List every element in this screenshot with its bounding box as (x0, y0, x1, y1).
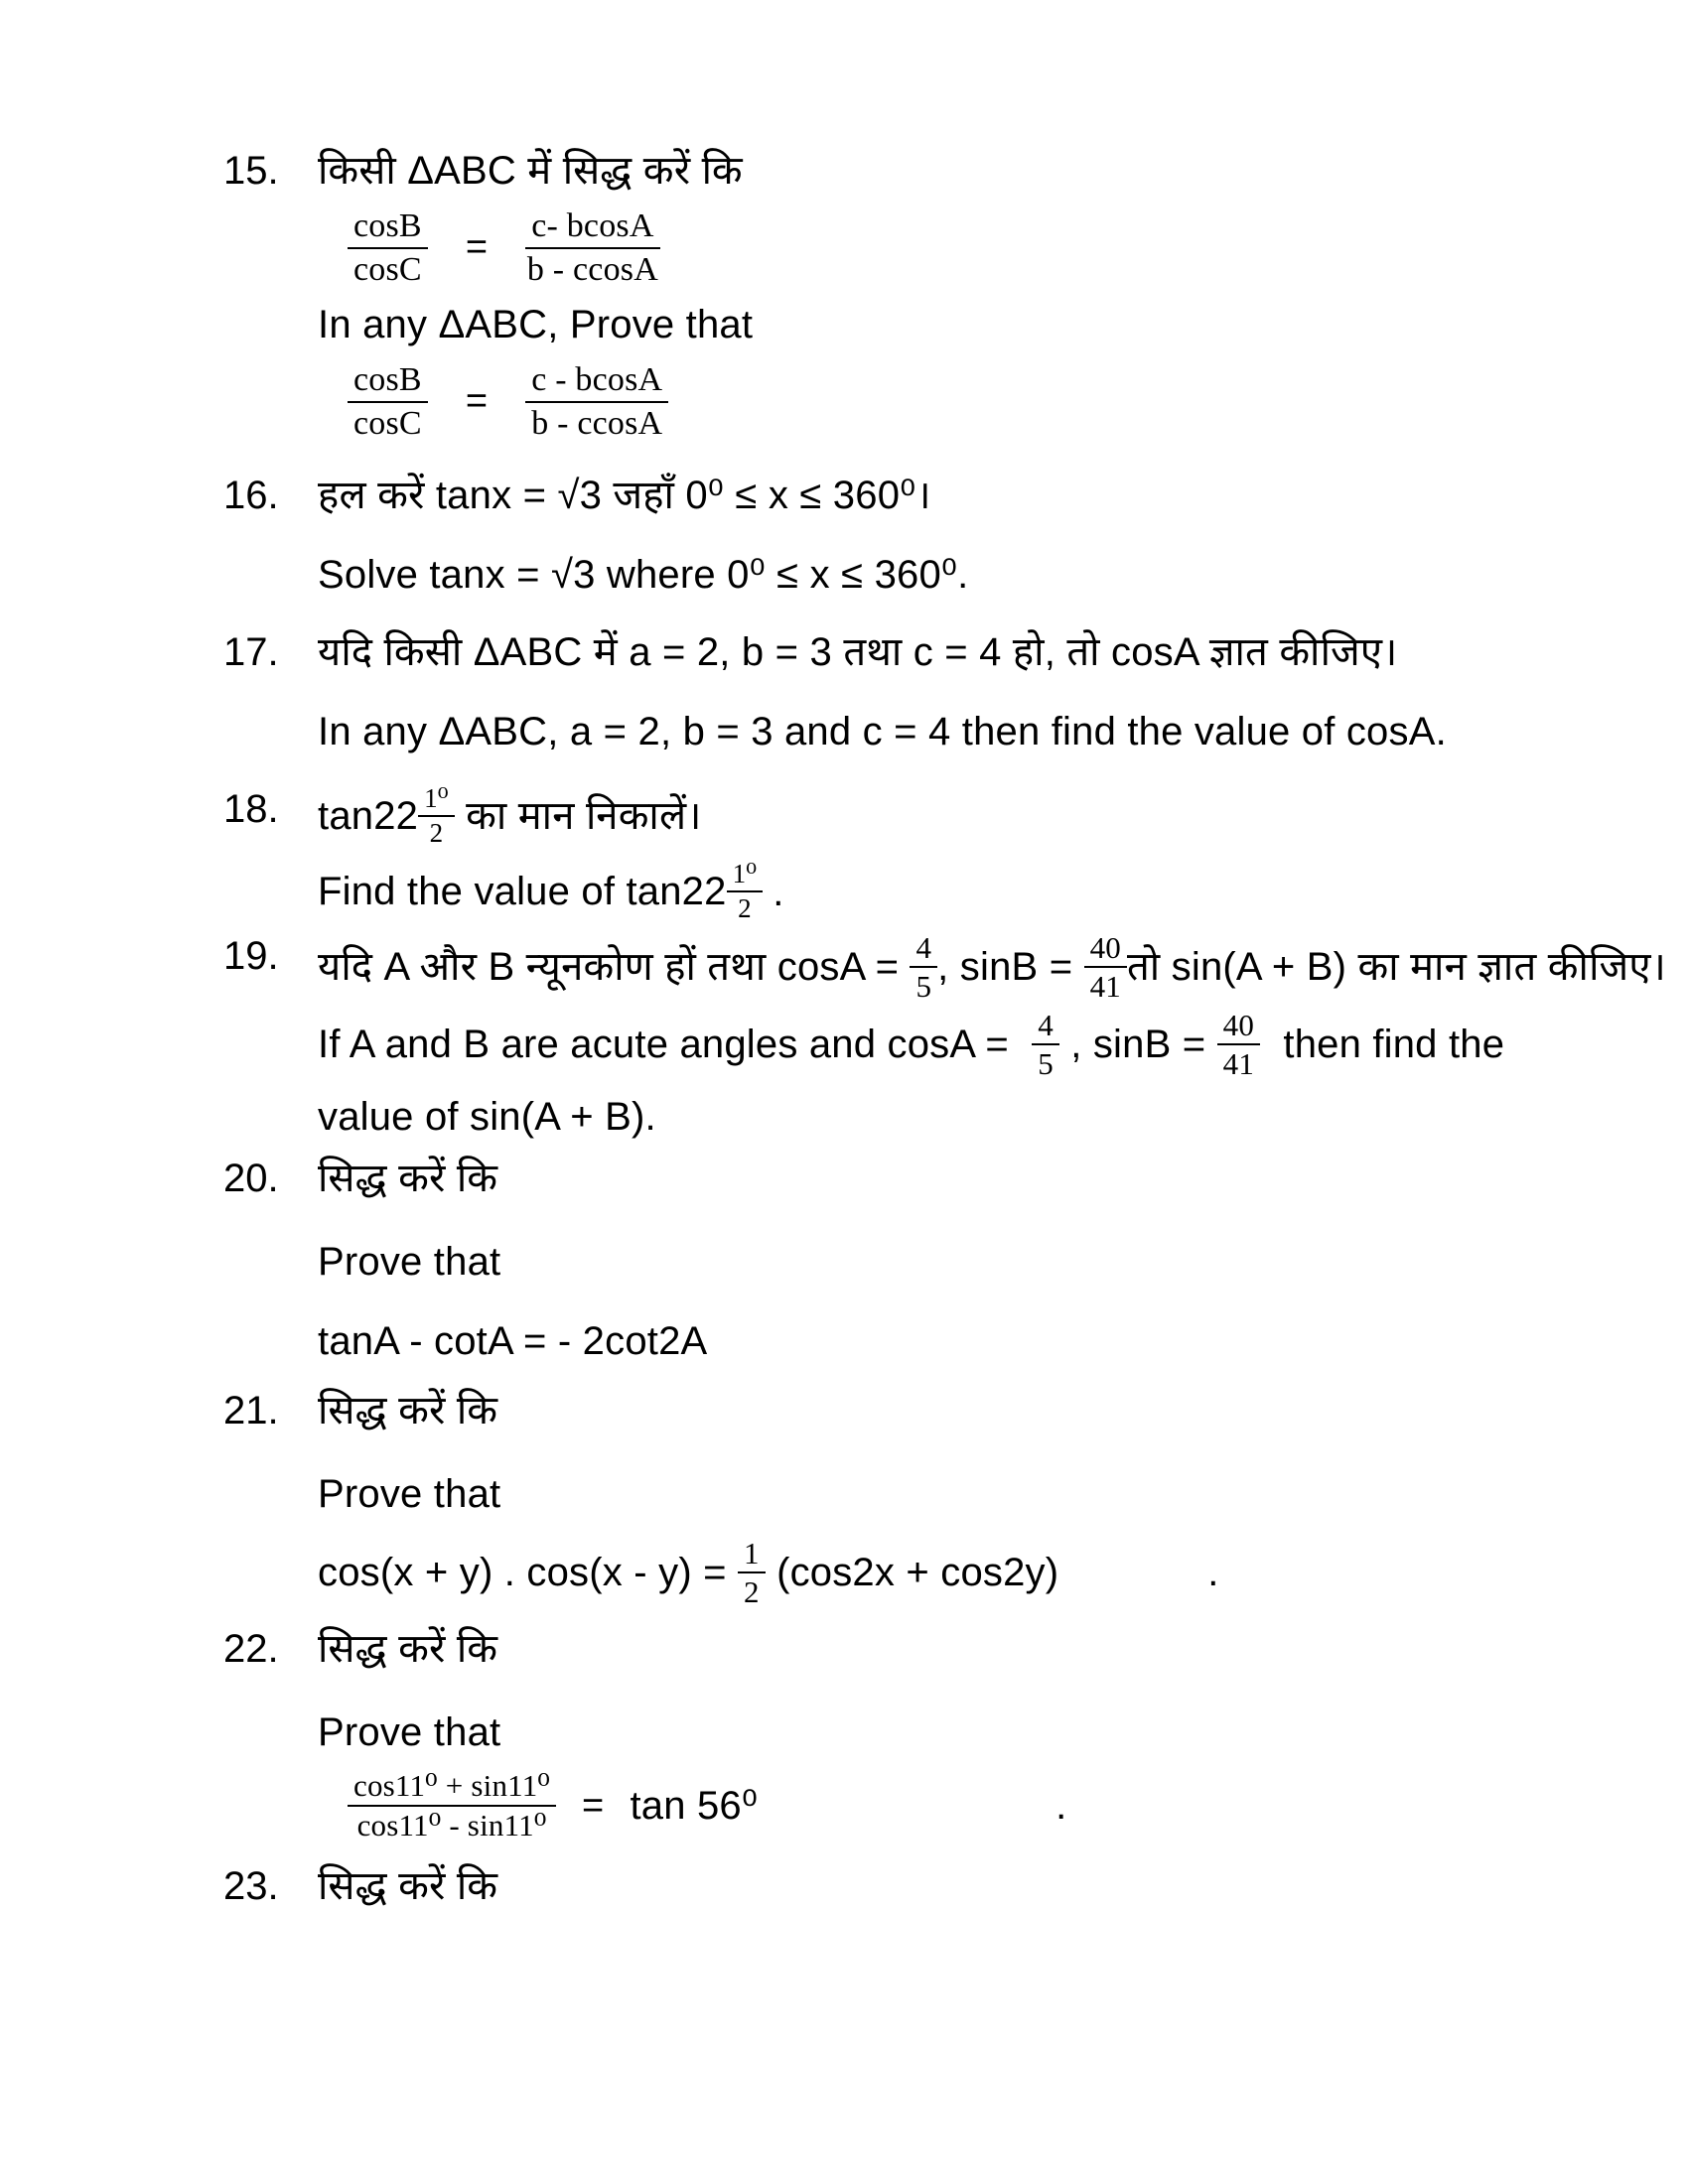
fraction-40-41 (1084, 929, 1127, 1004)
question-15-formula-hindi (348, 208, 1628, 287)
question-16-english-text: Solve tanx = √3 where 0⁰ ≤ x ≤ 360⁰. (318, 552, 969, 597)
fraction-numerator: 1⁰ (727, 861, 764, 892)
fraction-4-5 (1032, 1007, 1059, 1081)
question-17-number: 17. (223, 629, 279, 674)
hindi-part1-text: यदि A और B न्यूनकोण हों तथा cosA = (318, 944, 911, 989)
formula-suffix-text: (cos2x + cos2y) (765, 1550, 1059, 1594)
question-16-content (318, 472, 1628, 599)
fraction-cosB-cosC (348, 362, 428, 441)
formula-rhs-text: tan 56⁰ (630, 1784, 759, 1829)
fraction-denominator: 5 (1038, 1045, 1054, 1081)
trailing-period: . (1055, 1784, 1067, 1829)
equals-sign: = (465, 380, 489, 423)
fraction-numerator: 4 (1032, 1010, 1059, 1045)
question-23-number: 23. (223, 1863, 279, 1908)
fraction-denominator: 5 (915, 968, 932, 1004)
english-part1-text: If A and B are acute angles and cosA = (318, 1022, 1021, 1066)
question-18-number: 18. (223, 786, 279, 831)
question-15-formula-english (348, 362, 1628, 441)
fraction-denominator: b - ccosA (526, 250, 658, 288)
question-19-hindi-line (318, 929, 1666, 1004)
question-21-hindi-text: सिद्ध करें कि (318, 1388, 498, 1433)
question-19-english-line1 (318, 1007, 1628, 1081)
question-18-content (318, 782, 1628, 923)
question-18-english-line (318, 858, 1628, 923)
question-17-hindi-text: यदि किसी ΔABC में a = 2, b = 3 तथा c = 4 हो, तो cosA ज्ञात कीजिए। (318, 629, 1398, 674)
question-23-hindi-text: सिद्ध करें कि (318, 1863, 498, 1908)
fraction-denominator: 2 (744, 1573, 760, 1609)
question-20-formula: tanA - cotA = - 2cot2A (318, 1318, 708, 1363)
question-22-english-text: Prove that (318, 1709, 501, 1754)
formula-prefix-text: cos(x + y) . cos(x - y) = (318, 1550, 739, 1594)
fraction-denominator: 2 (738, 892, 752, 923)
question-16-hindi-text: हल करें tanx = √3 जहाँ 0⁰ ≤ x ≤ 360⁰। (318, 473, 931, 517)
fraction-1-2 (738, 1535, 766, 1609)
question-17 (223, 628, 1628, 755)
fraction-denominator: cos11⁰ - sin11⁰ (356, 1808, 547, 1843)
fraction-cos11-sin11 (348, 1767, 556, 1843)
fraction-numerator: 40 (1217, 1010, 1260, 1045)
fraction-numerator: cos11⁰ + sin11⁰ (348, 1770, 556, 1808)
fraction-cosB-cosC (348, 208, 428, 287)
question-17-english-text: In any ΔABC, a = 2, b = 3 and c = 4 then find the value of cosA. (318, 709, 1447, 753)
question-15-hindi-text: किसी ΔABC में सिद्ध करें कि (318, 149, 743, 193)
question-16-number: 16. (223, 473, 279, 517)
question-19-content (318, 929, 1666, 1141)
question-16 (223, 472, 1628, 599)
fraction-40-41 (1217, 1007, 1260, 1081)
fraction-denominator: 41 (1222, 1045, 1255, 1081)
fraction-numerator: 1⁰ (418, 785, 455, 817)
fraction-numerator: 40 (1084, 932, 1127, 968)
english-part3-text: then find the (1272, 1022, 1505, 1066)
question-23-content (318, 1862, 1628, 1910)
fraction-denominator: cosC (353, 250, 422, 288)
question-21-content (318, 1387, 1628, 1607)
fraction-numerator: cosB (348, 362, 428, 403)
fraction-numerator: c - bcosA (525, 362, 668, 403)
question-22-formula (348, 1767, 1628, 1843)
equals-sign: = (465, 225, 489, 268)
question-15-number: 15. (223, 149, 279, 193)
question-19 (223, 929, 1666, 1141)
fraction-denominator: cosC (353, 405, 422, 443)
fraction-denominator: b - ccosA (531, 405, 663, 443)
fraction-numerator: 4 (910, 932, 937, 968)
question-18-hindi-line (318, 782, 1628, 848)
english-part2-text: , sinB = (1058, 1022, 1217, 1066)
question-20-hindi-text: सिद्ध करें कि (318, 1156, 498, 1200)
question-21-english-text: Prove that (318, 1471, 501, 1516)
equals-sign: = (582, 1784, 605, 1827)
fraction-numerator: 1 (738, 1538, 766, 1573)
question-22-number: 22. (223, 1626, 279, 1671)
question-20-content (318, 1155, 1628, 1365)
question-19-number: 19. (223, 933, 279, 978)
hindi-part2-text: , sinB = (937, 944, 1084, 989)
question-22-content (318, 1625, 1628, 1843)
english-prefix-text: Find the value of tan22 (318, 869, 727, 913)
question-20-english-text: Prove that (318, 1239, 501, 1284)
fraction-rhs (525, 208, 659, 287)
question-21 (223, 1387, 1628, 1607)
question-19-english-line2: value of sin(A + B). (318, 1094, 656, 1139)
question-22 (223, 1625, 1628, 1843)
question-23 (223, 1862, 1628, 1910)
fraction-half-degree (418, 782, 455, 848)
hindi-suffix-text: का मान निकालें। (454, 793, 702, 838)
question-15-english-text: In any ΔABC, Prove that (318, 303, 754, 347)
question-20-number: 20. (223, 1156, 279, 1200)
hindi-prefix-text: tan22 (318, 793, 419, 838)
fraction-numerator: cosB (348, 208, 428, 249)
question-17-content (318, 628, 1628, 755)
question-15 (223, 147, 1628, 442)
hindi-part3-text: तो sin(A + B) का मान ज्ञात कीजिए। (1127, 944, 1666, 989)
question-21-number: 21. (223, 1388, 279, 1433)
fraction-numerator: c- bcosA (525, 208, 659, 249)
fraction-rhs (525, 362, 668, 441)
trailing-period: . (1207, 1550, 1219, 1594)
fraction-4-5 (910, 929, 937, 1004)
fraction-denominator: 2 (429, 817, 444, 848)
question-20 (223, 1155, 1628, 1365)
question-15-content (318, 147, 1628, 442)
fraction-denominator: 41 (1089, 968, 1121, 1004)
sentence-period: . (773, 870, 784, 914)
question-21-formula (318, 1535, 1628, 1609)
question-18 (223, 782, 1628, 923)
fraction-half-degree (727, 858, 764, 923)
question-22-hindi-text: सिद्ध करें कि (318, 1626, 498, 1671)
